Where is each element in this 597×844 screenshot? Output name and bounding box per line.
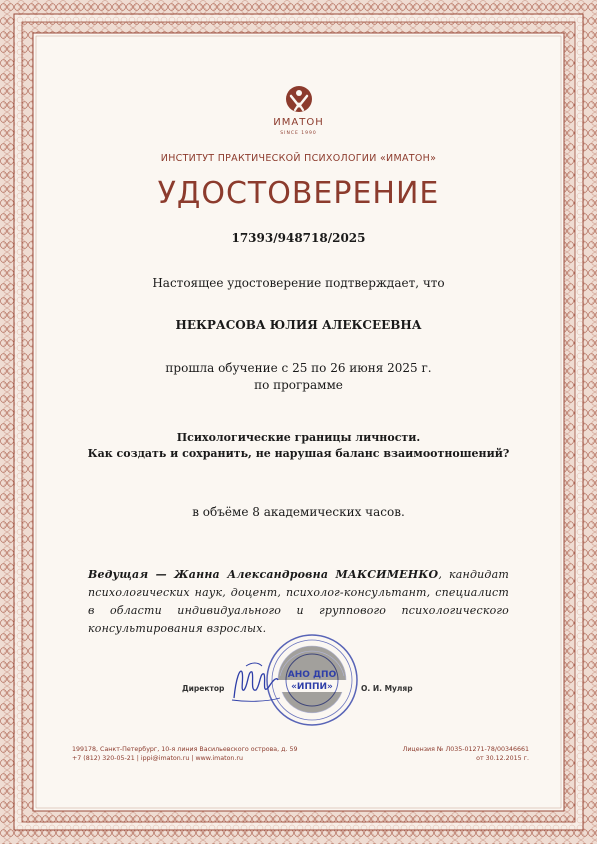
seal-center-line2: «ИППИ» bbox=[291, 682, 333, 692]
holder-name: НЕКРАСОВА ЮЛИЯ АЛЕКСЕЕВНА bbox=[175, 318, 422, 332]
license-number: Лицензия № Л035-01271-78/00346661 bbox=[402, 746, 529, 753]
imaton-logo bbox=[0, 84, 597, 120]
footer-contacts: +7 (812) 320-05-21 | ippi@imaton.ru | www.imaton.ru bbox=[72, 755, 243, 762]
institute-name: ИНСТИТУТ ПРАКТИЧЕСКОЙ ПСИХОЛОГИИ «ИМАТОН» bbox=[160, 153, 437, 164]
logo-name: ИМАТОН bbox=[273, 117, 324, 128]
director-signature bbox=[226, 658, 286, 710]
document-title: УДОСТОВЕРЕНИЕ bbox=[157, 176, 440, 211]
training-dates: прошла обучение с 25 по 26 июня 2025 г. bbox=[165, 361, 432, 375]
footer-address-line: 199178, Санкт-Петербург, 10-я линия Васильевского острова, д. 59 bbox=[72, 746, 298, 753]
imaton-logo-icon bbox=[281, 84, 317, 116]
confirm-text: Настоящее удостоверение подтверждает, что bbox=[152, 276, 445, 290]
by-program: по программе bbox=[254, 378, 343, 392]
lead-info bbox=[88, 566, 509, 638]
logo-since: SINCE 1990 bbox=[280, 131, 317, 136]
footer-address bbox=[72, 745, 298, 763]
program-title-line1: Психологические границы личности. bbox=[176, 431, 421, 444]
director-name: О. И. Муляр bbox=[361, 684, 413, 693]
lead-description: , кандидат психологических наук, доцент, психолог-консультант, специалист в области индивидуального и группового психологического консультирования взрослых. bbox=[88, 568, 509, 635]
program-title-line2: Как создать и сохранить, не нарушая баланс взаимоотношений? bbox=[87, 447, 510, 460]
footer-license bbox=[403, 745, 529, 763]
director-label: Директор bbox=[182, 684, 225, 693]
hours-volume: в объёме 8 академических часов. bbox=[192, 505, 405, 519]
license-date: от 30.12.2015 г. bbox=[476, 755, 529, 762]
lead-name: Ведущая — Жанна Александровна МАКСИМЕНКО bbox=[88, 568, 439, 581]
seal-center-line1: АНО ДПО bbox=[287, 670, 337, 680]
certificate-number: 17393/948718/2025 bbox=[231, 231, 366, 245]
